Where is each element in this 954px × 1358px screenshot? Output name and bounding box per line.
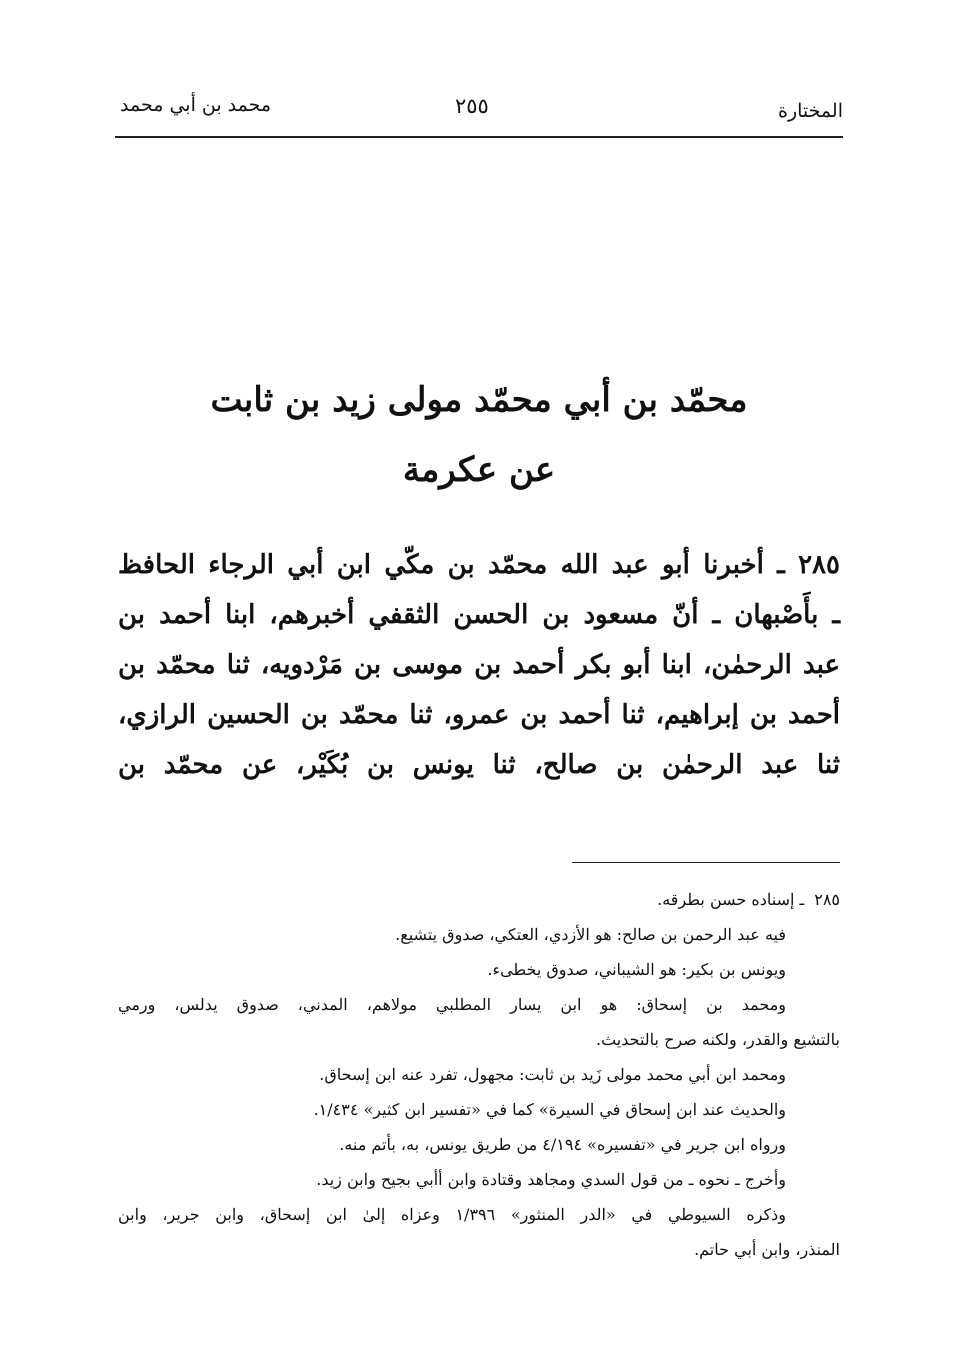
footnote-line-7: والحديث عند ابن إسحاق في السيرة» كما في «تفسير ابن كثير» ١/٤٣٤. xyxy=(313,1100,786,1119)
running-header xyxy=(115,92,843,126)
book-title: المختارة xyxy=(778,100,843,122)
footnote-divider xyxy=(572,862,840,863)
hadith-text xyxy=(118,540,840,790)
heading-line-1: محمّد بن أبي محمّد مولى زيد بن ثابت xyxy=(210,380,748,420)
footnote-line-10: وذكره السيوطي في «الدر المنثور» ١/٣٩٦ وعزاه إلىٰ ابن إسحاق، وابن جرير، وابن xyxy=(118,1205,787,1224)
text-line-4: أحمد بن إبراهيم، ثنا أحمد بن عمرو، ثنا محمّد بن الحسين الرازي، xyxy=(118,700,840,730)
text-line-3: عبد الرحمٰن، ابنا أبو بكر أحمد بن موسى بن مَرْدويه، ثنا محمّد بن xyxy=(118,650,840,680)
footnote-line-9: وأخرج ـ نحوه ـ من قول السدي ومجاهد وقتادة وابن أأبي بجيح وابن زيد. xyxy=(316,1170,786,1189)
footnote-number: ٢٨٥ xyxy=(814,890,840,909)
heading-line-2: عن عكرمة xyxy=(402,450,556,490)
footnote-line-1 xyxy=(118,882,840,917)
footnote-text: ـ إسناده حسن بطرقه. xyxy=(657,890,805,909)
footnote-line-5: بالتشيع والقدر، ولكنه صرح بالتحديث. xyxy=(595,1030,840,1049)
footnote-line-2: فيه عبد الرحمن بن صالح: هو الأزدي، العتكي، صدوق يتشيع. xyxy=(395,925,786,944)
footnotes xyxy=(118,882,840,1267)
chapter-heading xyxy=(115,365,843,505)
footnote-line-8: ورواه ابن جرير في «تفسيره» ٤/١٩٤ من طريق يونس، به، بأتم منه. xyxy=(339,1135,786,1154)
text-line-2: ـ بأَصْبهان ـ أنّ مسعود بن الحسن الثقفي أخبرهم، ابنا أحمد بن xyxy=(118,600,840,630)
chapter-running-title: محمد بن أبي محمد xyxy=(120,94,272,116)
footnote-line-3: ويونس بن بكير: هو الشيباني، صدوق يخطىء. xyxy=(487,960,786,979)
page-number: ٢٥٥ xyxy=(455,94,489,118)
footnote-line-6: ومحمد ابن أبي محمد مولى زَيد بن ثابت: مجهول، تفرد عنه ابن إسحاق. xyxy=(319,1065,786,1084)
text-line-5: ثنا عبد الرحمٰن بن صالح، ثنا يونس بن بُكَيْر، عن محمّد بن xyxy=(118,750,840,780)
footnote-line-11: المنذر، وابن أبي حاتم. xyxy=(694,1240,840,1259)
text-line-1: ٢٨٥ ـ أخبرنا أبو عبد الله محمّد بن مكّي ابن أبي الرجاء الحافظ xyxy=(118,550,840,580)
footnote-line-4: ومحمد بن إسحاق: هو ابن يسار المطلبي مولاهم، المدني، صدوق يدلس، ورمي xyxy=(118,995,786,1014)
header-divider xyxy=(115,136,843,138)
